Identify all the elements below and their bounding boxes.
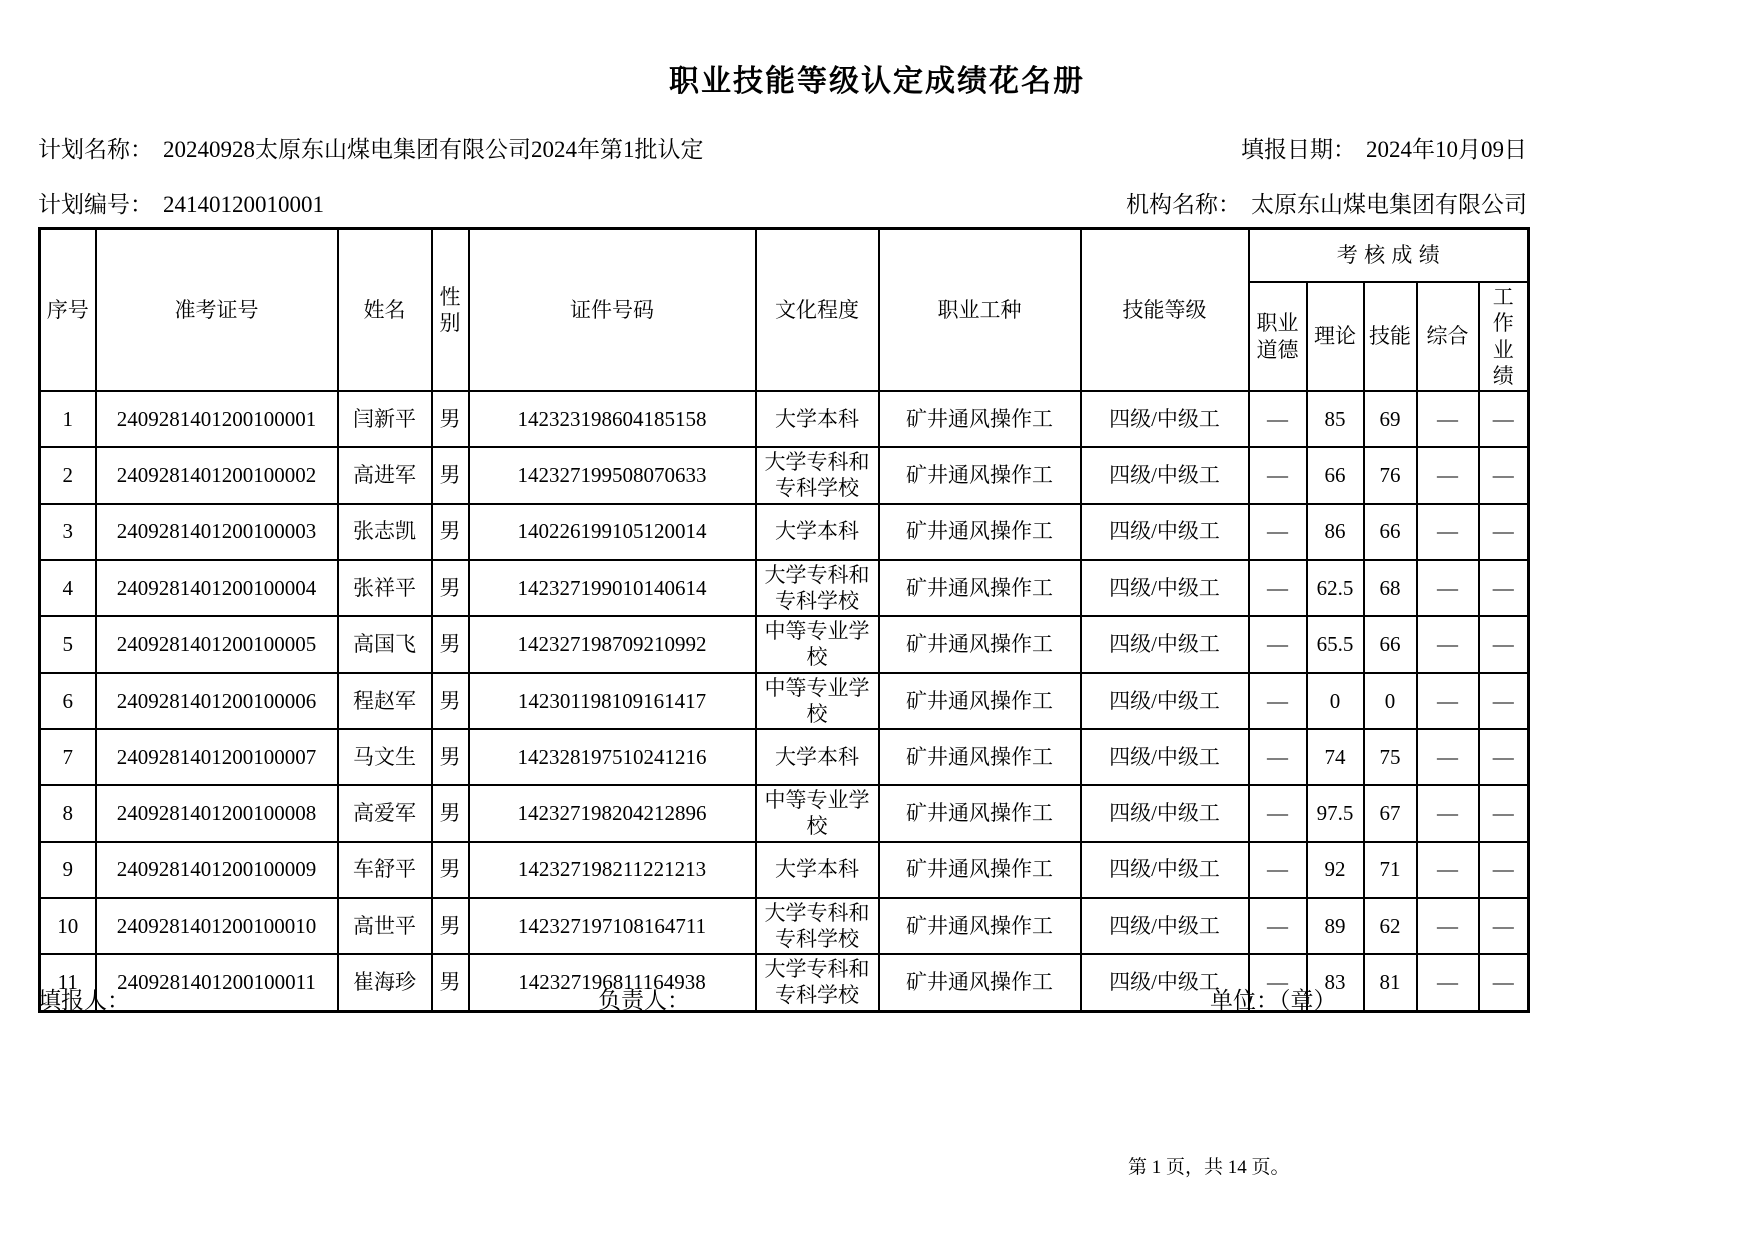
cell-education: 大学本科 — [756, 504, 879, 560]
cell-education: 大学专科和专科学校 — [756, 898, 879, 955]
table-body — [40, 391, 1529, 1011]
col-header-education: 文化程度 — [756, 229, 879, 392]
plan-name-label: 计划名称： — [38, 137, 153, 162]
cell-skill: 81 — [1364, 954, 1417, 1011]
cell-index: 7 — [40, 729, 96, 785]
col-header-score-theory: 理论 — [1307, 282, 1364, 391]
report-date-value: 2024年10月09日 — [1366, 137, 1527, 162]
plan-number — [38, 186, 324, 219]
cell-work: — — [1479, 616, 1529, 673]
report-date — [1241, 131, 1527, 164]
cell-name: 程赵军 — [338, 673, 432, 730]
cell-theory: 92 — [1307, 842, 1364, 898]
cell-index: 1 — [40, 391, 96, 447]
cell-work: — — [1479, 504, 1529, 560]
cell-index: 11 — [40, 954, 96, 1011]
cell-skill-level: 四级/中级工 — [1081, 504, 1249, 560]
cell-gender: 男 — [432, 954, 469, 1011]
cell-occupation: 矿井通风操作工 — [879, 391, 1081, 447]
cell-skill: 67 — [1364, 785, 1417, 842]
page-title: 职业技能等级认定成绩花名册 — [669, 65, 1085, 98]
report-date-label: 填报日期： — [1241, 137, 1356, 162]
cell-work: — — [1479, 447, 1529, 504]
cell-ethics: — — [1249, 673, 1307, 730]
col-header-score-ethics: 职业道德 — [1249, 282, 1307, 391]
table-row — [40, 447, 1529, 504]
cell-occupation: 矿井通风操作工 — [879, 954, 1081, 1011]
cell-occupation: 矿井通风操作工 — [879, 898, 1081, 955]
meta-row-top — [38, 131, 1527, 164]
col-header-index: 序号 — [40, 229, 96, 392]
cell-id-no: 142327197108164711 — [469, 898, 756, 955]
col-header-scores-group: 考核成绩 — [1249, 229, 1529, 283]
cell-occupation: 矿井通风操作工 — [879, 729, 1081, 785]
cell-admission-no: 2409281401200100007 — [96, 729, 338, 785]
cell-skill-level: 四级/中级工 — [1081, 785, 1249, 842]
cell-ethics: — — [1249, 504, 1307, 560]
cell-skill: 66 — [1364, 616, 1417, 673]
cell-ethics: — — [1249, 954, 1307, 1011]
cell-ethics: — — [1249, 898, 1307, 955]
cell-gender: 男 — [432, 898, 469, 955]
cell-skill-level: 四级/中级工 — [1081, 447, 1249, 504]
table-row — [40, 504, 1529, 560]
cell-theory: 83 — [1307, 954, 1364, 1011]
col-header-score-work: 工作业绩 — [1479, 282, 1529, 391]
cell-comprehensive: — — [1417, 616, 1479, 673]
cell-index: 6 — [40, 673, 96, 730]
cell-skill-level: 四级/中级工 — [1081, 616, 1249, 673]
cell-skill: 75 — [1364, 729, 1417, 785]
cell-name: 高世平 — [338, 898, 432, 955]
cell-ethics: — — [1249, 447, 1307, 504]
cell-name: 闫新平 — [338, 391, 432, 447]
cell-education: 大学专科和专科学校 — [756, 560, 879, 617]
cell-id-no: 142327199508070633 — [469, 447, 756, 504]
unit-seal-label: 单位：（章） — [1210, 988, 1337, 1013]
cell-education: 中等专业学校 — [756, 673, 879, 730]
cell-theory: 86 — [1307, 504, 1364, 560]
cell-index: 3 — [40, 504, 96, 560]
cell-theory: 74 — [1307, 729, 1364, 785]
cell-gender: 男 — [432, 673, 469, 730]
cell-name: 高国飞 — [338, 616, 432, 673]
cell-education: 中等专业学校 — [756, 785, 879, 842]
cell-admission-no: 2409281401200100011 — [96, 954, 338, 1011]
cell-id-no: 142327198211221213 — [469, 842, 756, 898]
col-header-occupation: 职业工种 — [879, 229, 1081, 392]
cell-id-no: 142301198109161417 — [469, 673, 756, 730]
cell-gender: 男 — [432, 842, 469, 898]
table-row — [40, 616, 1529, 673]
cell-work: — — [1479, 842, 1529, 898]
table-row — [40, 898, 1529, 955]
plan-name — [38, 131, 704, 164]
cell-ethics: — — [1249, 560, 1307, 617]
col-header-skill-level: 技能等级 — [1081, 229, 1249, 392]
org-name-value: 太原东山煤电集团有限公司 — [1251, 192, 1527, 217]
col-header-id-no: 证件号码 — [469, 229, 756, 392]
cell-index: 10 — [40, 898, 96, 955]
cell-work: — — [1479, 673, 1529, 730]
table-row — [40, 729, 1529, 785]
cell-id-no: 142327198204212896 — [469, 785, 756, 842]
cell-education: 大学本科 — [756, 729, 879, 785]
cell-skill-level: 四级/中级工 — [1081, 391, 1249, 447]
cell-education: 大学本科 — [756, 842, 879, 898]
cell-comprehensive: — — [1417, 842, 1479, 898]
col-header-admission-no: 准考证号 — [96, 229, 338, 392]
page-number-info: 第 1 页，共 14 页。 — [1128, 1157, 1290, 1178]
cell-skill-level: 四级/中级工 — [1081, 842, 1249, 898]
cell-work: — — [1479, 729, 1529, 785]
cell-work: — — [1479, 560, 1529, 617]
table-header — [40, 229, 1529, 392]
cell-ethics: — — [1249, 391, 1307, 447]
cell-admission-no: 2409281401200100004 — [96, 560, 338, 617]
cell-ethics: — — [1249, 729, 1307, 785]
cell-skill-level: 四级/中级工 — [1081, 954, 1249, 1011]
cell-occupation: 矿井通风操作工 — [879, 504, 1081, 560]
cell-theory: 97.5 — [1307, 785, 1364, 842]
cell-admission-no: 2409281401200100005 — [96, 616, 338, 673]
cell-skill: 0 — [1364, 673, 1417, 730]
cell-occupation: 矿井通风操作工 — [879, 560, 1081, 617]
cell-comprehensive: — — [1417, 504, 1479, 560]
cell-id-no: 140226199105120014 — [469, 504, 756, 560]
cell-gender: 男 — [432, 391, 469, 447]
cell-id-no: 142328197510241216 — [469, 729, 756, 785]
cell-gender: 男 — [432, 785, 469, 842]
cell-index: 8 — [40, 785, 96, 842]
cell-theory: 65.5 — [1307, 616, 1364, 673]
cell-index: 9 — [40, 842, 96, 898]
cell-gender: 男 — [432, 616, 469, 673]
cell-education: 大学专科和专科学校 — [756, 954, 879, 1011]
cell-admission-no: 2409281401200100002 — [96, 447, 338, 504]
cell-skill: 62 — [1364, 898, 1417, 955]
col-header-gender: 性别 — [432, 229, 469, 392]
cell-occupation: 矿井通风操作工 — [879, 673, 1081, 730]
cell-comprehensive: — — [1417, 785, 1479, 842]
cell-skill-level: 四级/中级工 — [1081, 898, 1249, 955]
plan-number-label: 计划编号： — [38, 192, 153, 217]
plan-name-value: 20240928太原东山煤电集团有限公司2024年第1批认定 — [163, 137, 704, 162]
cell-occupation: 矿井通风操作工 — [879, 616, 1081, 673]
cell-ethics: — — [1249, 616, 1307, 673]
cell-occupation: 矿井通风操作工 — [879, 447, 1081, 504]
col-header-name: 姓名 — [338, 229, 432, 392]
cell-comprehensive: — — [1417, 729, 1479, 785]
col-header-score-skill: 技能 — [1364, 282, 1417, 391]
table-row — [40, 673, 1529, 730]
cell-name: 崔海珍 — [338, 954, 432, 1011]
cell-id-no: 142327199010140614 — [469, 560, 756, 617]
cell-admission-no: 2409281401200100010 — [96, 898, 338, 955]
filler-label: 填报人： — [38, 988, 130, 1013]
cell-skill: 71 — [1364, 842, 1417, 898]
cell-name: 张祥平 — [338, 560, 432, 617]
cell-admission-no: 2409281401200100009 — [96, 842, 338, 898]
cell-id-no: 142323198604185158 — [469, 391, 756, 447]
cell-name: 高进军 — [338, 447, 432, 504]
col-header-score-comprehensive: 综合 — [1417, 282, 1479, 391]
cell-work: — — [1479, 898, 1529, 955]
cell-index: 4 — [40, 560, 96, 617]
cell-index: 2 — [40, 447, 96, 504]
cell-gender: 男 — [432, 504, 469, 560]
cell-skill: 66 — [1364, 504, 1417, 560]
cell-theory: 62.5 — [1307, 560, 1364, 617]
cell-id-no: 142327198709210992 — [469, 616, 756, 673]
cell-theory: 0 — [1307, 673, 1364, 730]
table-row — [40, 560, 1529, 617]
org-name-label: 机构名称： — [1126, 192, 1241, 217]
cell-gender: 男 — [432, 560, 469, 617]
cell-education: 大学专科和专科学校 — [756, 447, 879, 504]
meta-row-bottom — [38, 186, 1527, 219]
signature-row — [38, 982, 1527, 1012]
table-row — [40, 785, 1529, 842]
cell-work: — — [1479, 391, 1529, 447]
cell-comprehensive: — — [1417, 673, 1479, 730]
cell-name: 马文生 — [338, 729, 432, 785]
cell-education: 中等专业学校 — [756, 616, 879, 673]
cell-skill-level: 四级/中级工 — [1081, 673, 1249, 730]
cell-comprehensive: — — [1417, 898, 1479, 955]
cell-theory: 89 — [1307, 898, 1364, 955]
cell-name: 车舒平 — [338, 842, 432, 898]
org-name — [1126, 186, 1527, 219]
cell-skill: 69 — [1364, 391, 1417, 447]
cell-comprehensive: — — [1417, 447, 1479, 504]
cell-index: 5 — [40, 616, 96, 673]
cell-occupation: 矿井通风操作工 — [879, 785, 1081, 842]
cell-name: 高爱军 — [338, 785, 432, 842]
score-roster-table — [38, 227, 1530, 1013]
cell-work: — — [1479, 954, 1529, 1011]
cell-skill: 76 — [1364, 447, 1417, 504]
cell-education: 大学本科 — [756, 391, 879, 447]
cell-id-no: 142327196811164938 — [469, 954, 756, 1011]
cell-theory: 85 — [1307, 391, 1364, 447]
table-row — [40, 842, 1529, 898]
cell-skill-level: 四级/中级工 — [1081, 560, 1249, 617]
cell-comprehensive: — — [1417, 954, 1479, 1011]
cell-ethics: — — [1249, 842, 1307, 898]
cell-gender: 男 — [432, 447, 469, 504]
cell-skill: 68 — [1364, 560, 1417, 617]
cell-admission-no: 2409281401200100003 — [96, 504, 338, 560]
plan-number-value: 24140120010001 — [163, 192, 324, 217]
cell-comprehensive: — — [1417, 391, 1479, 447]
cell-name: 张志凯 — [338, 504, 432, 560]
table-row — [40, 391, 1529, 447]
cell-admission-no: 2409281401200100006 — [96, 673, 338, 730]
cell-occupation: 矿井通风操作工 — [879, 842, 1081, 898]
cell-ethics: — — [1249, 785, 1307, 842]
header-row-main — [40, 229, 1529, 283]
cell-admission-no: 2409281401200100001 — [96, 391, 338, 447]
cell-skill-level: 四级/中级工 — [1081, 729, 1249, 785]
cell-work: — — [1479, 785, 1529, 842]
cell-gender: 男 — [432, 729, 469, 785]
manager-label: 负责人： — [598, 988, 690, 1013]
cell-theory: 66 — [1307, 447, 1364, 504]
cell-admission-no: 2409281401200100008 — [96, 785, 338, 842]
cell-comprehensive: — — [1417, 560, 1479, 617]
